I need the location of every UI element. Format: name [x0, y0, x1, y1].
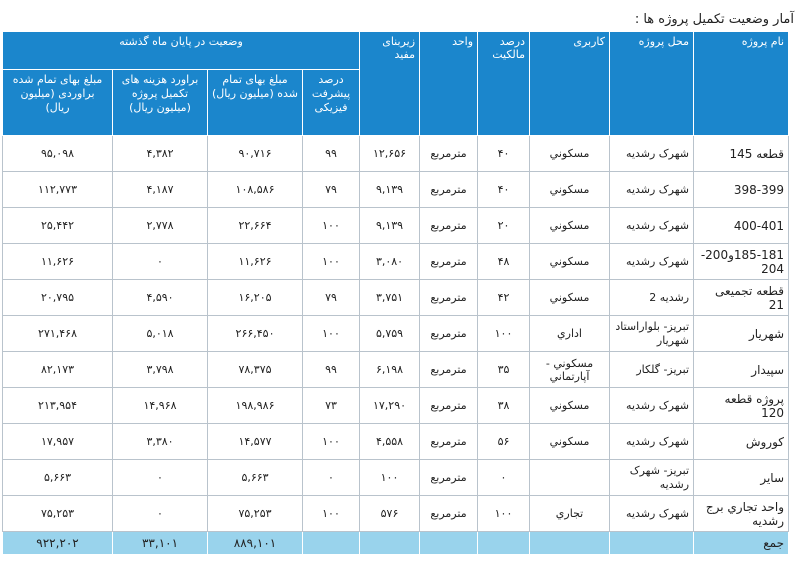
- useful-area: ۱۷,۲۹۰: [360, 388, 420, 424]
- physical-progress: ۷۳: [303, 388, 360, 424]
- ownership-percent: ۵۶: [478, 424, 530, 460]
- project-usage: مسكوني: [530, 136, 610, 172]
- physical-progress: ۹۹: [303, 352, 360, 388]
- header-status-group: وضعیت در پایان ماه گذشته: [3, 32, 360, 70]
- project-usage: مسكوني - آپارتماني: [530, 352, 610, 388]
- estimated-total: ۷۵,۲۵۳: [3, 496, 113, 532]
- project-name: شهریار: [694, 316, 789, 352]
- physical-progress: ۱۰۰: [303, 424, 360, 460]
- unit: مترمربع: [420, 388, 478, 424]
- estimated-total: ۸۲,۱۷۳: [3, 352, 113, 388]
- finished-cost: ۹۰,۷۱۶: [208, 136, 303, 172]
- finished-cost: ۷۵,۲۵۳: [208, 496, 303, 532]
- table-row: [3, 280, 789, 316]
- table-row: [3, 172, 789, 208]
- unit: مترمربع: [420, 496, 478, 532]
- unit: مترمربع: [420, 208, 478, 244]
- finished-cost: ۷۸,۳۷۵: [208, 352, 303, 388]
- project-name: کوروش: [694, 424, 789, 460]
- physical-progress: ۱۰۰: [303, 316, 360, 352]
- estimated-total: ۲۰,۷۹۵: [3, 280, 113, 316]
- useful-area: ۳,۰۸۰: [360, 244, 420, 280]
- table-row: [3, 244, 789, 280]
- completion-estimate: ۰: [113, 460, 208, 496]
- finished-cost: ۲۲,۶۶۴: [208, 208, 303, 244]
- project-location: شهرک رشدیه: [610, 136, 694, 172]
- project-name: واحد تجاري برج رشدیه: [694, 496, 789, 532]
- table-row: [3, 424, 789, 460]
- table-row: [3, 352, 789, 388]
- project-name: 398-399: [694, 172, 789, 208]
- completion-estimate: ۳,۷۹۸: [113, 352, 208, 388]
- project-name: قطعه تجمیعی 21: [694, 280, 789, 316]
- completion-estimate: ۵,۰۱۸: [113, 316, 208, 352]
- estimated-total: ۱۱,۶۲۶: [3, 244, 113, 280]
- finished-cost: ۱۰۸,۵۸۶: [208, 172, 303, 208]
- project-usage: [530, 460, 610, 496]
- physical-progress: ۷۹: [303, 280, 360, 316]
- project-location: شهرک رشدیه: [610, 172, 694, 208]
- finished-cost: ۲۶۶,۴۵۰: [208, 316, 303, 352]
- unit: مترمربع: [420, 424, 478, 460]
- physical-progress: ۹۹: [303, 136, 360, 172]
- estimated-total: ۵,۶۶۳: [3, 460, 113, 496]
- completion-estimate: ۰: [113, 496, 208, 532]
- useful-area: ۳,۷۵۱: [360, 280, 420, 316]
- project-usage: تجاري: [530, 496, 610, 532]
- estimated-total: ۲۷۱,۴۶۸: [3, 316, 113, 352]
- project-name: 185-181و200-204: [694, 244, 789, 280]
- table-row: [3, 496, 789, 532]
- completion-estimate: ۲,۷۷۸: [113, 208, 208, 244]
- unit: مترمربع: [420, 136, 478, 172]
- estimated-total: ۲۱۳,۹۵۴: [3, 388, 113, 424]
- ownership-percent: ۴۰: [478, 172, 530, 208]
- unit: مترمربع: [420, 172, 478, 208]
- table-row: [3, 460, 789, 496]
- table-row: [3, 208, 789, 244]
- total-row: [3, 532, 789, 555]
- physical-progress: ۱۰۰: [303, 244, 360, 280]
- header-estimate: براورد هزینه های تکمیل پروژه (میلیون ریال): [113, 70, 208, 136]
- useful-area: ۱۲,۶۵۶: [360, 136, 420, 172]
- project-location: شهرک رشدیه: [610, 424, 694, 460]
- unit: مترمربع: [420, 316, 478, 352]
- finished-cost: ۱۶,۲۰۵: [208, 280, 303, 316]
- project-location: تبریز- بلواراستاد شهریار: [610, 316, 694, 352]
- table-row: [3, 388, 789, 424]
- ownership-percent: ۴۸: [478, 244, 530, 280]
- header-name: نام پروژه: [694, 32, 789, 136]
- project-usage: اداري: [530, 316, 610, 352]
- useful-area: ۹,۱۳۹: [360, 208, 420, 244]
- project-location: تبریز- گلکار: [610, 352, 694, 388]
- estimated-total: ۹۵,۰۹۸: [3, 136, 113, 172]
- projects-table: [2, 31, 789, 555]
- estimated-total: ۱۱۲,۷۷۳: [3, 172, 113, 208]
- useful-area: ۵,۷۵۹: [360, 316, 420, 352]
- project-location: شهرک رشدیه: [610, 496, 694, 532]
- physical-progress: ۷۹: [303, 172, 360, 208]
- completion-estimate: ۴,۳۸۲: [113, 136, 208, 172]
- project-name: سپیدار: [694, 352, 789, 388]
- ownership-percent: ۴۲: [478, 280, 530, 316]
- physical-progress: ۱۰۰: [303, 208, 360, 244]
- ownership-percent: ۳۸: [478, 388, 530, 424]
- project-location: تبریز- شهرک رشدیه: [610, 460, 694, 496]
- header-location: محل پروژه: [610, 32, 694, 136]
- header-progress: درصد پیشرفت فیزیکی: [303, 70, 360, 136]
- page-title: آمار وضعیت تکمیل پروژه ها :: [634, 12, 794, 27]
- header-usage: کاربری: [530, 32, 610, 136]
- physical-progress: ۰: [303, 460, 360, 496]
- completion-estimate: ۴,۱۸۷: [113, 172, 208, 208]
- project-location: شهرک رشدیه: [610, 244, 694, 280]
- project-name: پروژه قطعه 120: [694, 388, 789, 424]
- useful-area: ۱۰۰: [360, 460, 420, 496]
- project-usage: مسكوني: [530, 388, 610, 424]
- total-finished: ۸۸۹,۱۰۱: [208, 532, 303, 555]
- project-usage: مسكوني: [530, 172, 610, 208]
- total-estimated: ۹۲۲,۲۰۲: [3, 532, 113, 555]
- finished-cost: ۱۴,۵۷۷: [208, 424, 303, 460]
- ownership-percent: ۱۰۰: [478, 316, 530, 352]
- completion-estimate: ۰: [113, 244, 208, 280]
- table-row: [3, 316, 789, 352]
- estimated-total: ۲۵,۴۴۲: [3, 208, 113, 244]
- total-label: جمع: [694, 532, 789, 555]
- useful-area: ۶,۱۹۸: [360, 352, 420, 388]
- project-name: 400-401: [694, 208, 789, 244]
- unit: مترمربع: [420, 244, 478, 280]
- completion-estimate: ۱۴,۹۶۸: [113, 388, 208, 424]
- project-location: شهرک رشدیه: [610, 208, 694, 244]
- finished-cost: ۵,۶۶۳: [208, 460, 303, 496]
- finished-cost: ۱۹۸,۹۸۶: [208, 388, 303, 424]
- header-finished-cost: مبلغ بهای تمام شده (میلیون ریال): [208, 70, 303, 136]
- useful-area: ۵۷۶: [360, 496, 420, 532]
- unit: مترمربع: [420, 352, 478, 388]
- useful-area: ۹,۱۳۹: [360, 172, 420, 208]
- unit: مترمربع: [420, 460, 478, 496]
- project-usage: مسكوني: [530, 244, 610, 280]
- project-usage: مسكوني: [530, 280, 610, 316]
- ownership-percent: ۱۰۰: [478, 496, 530, 532]
- completion-estimate: ۳,۳۸۰: [113, 424, 208, 460]
- table-row: [3, 136, 789, 172]
- ownership-percent: ۰: [478, 460, 530, 496]
- ownership-percent: ۲۰: [478, 208, 530, 244]
- finished-cost: ۱۱,۶۲۶: [208, 244, 303, 280]
- estimated-total: ۱۷,۹۵۷: [3, 424, 113, 460]
- header-area: زیربنای مفید: [360, 32, 420, 136]
- unit: مترمربع: [420, 280, 478, 316]
- project-location: رشدیه 2: [610, 280, 694, 316]
- header-estimated-total: مبلغ بهای تمام شده براوردی (میلیون ریال): [3, 70, 113, 136]
- project-name: سایر: [694, 460, 789, 496]
- project-usage: مسكوني: [530, 424, 610, 460]
- project-location: شهرک رشدیه: [610, 388, 694, 424]
- header-unit: واحد: [420, 32, 478, 136]
- total-estimate: ۳۳,۱۰۱: [113, 532, 208, 555]
- project-usage: مسكوني: [530, 208, 610, 244]
- project-name: قطعه 145: [694, 136, 789, 172]
- ownership-percent: ۳۵: [478, 352, 530, 388]
- ownership-percent: ۴۰: [478, 136, 530, 172]
- header-ownership: درصد مالکیت: [478, 32, 530, 136]
- completion-estimate: ۴,۵۹۰: [113, 280, 208, 316]
- useful-area: ۴,۵۵۸: [360, 424, 420, 460]
- physical-progress: ۱۰۰: [303, 496, 360, 532]
